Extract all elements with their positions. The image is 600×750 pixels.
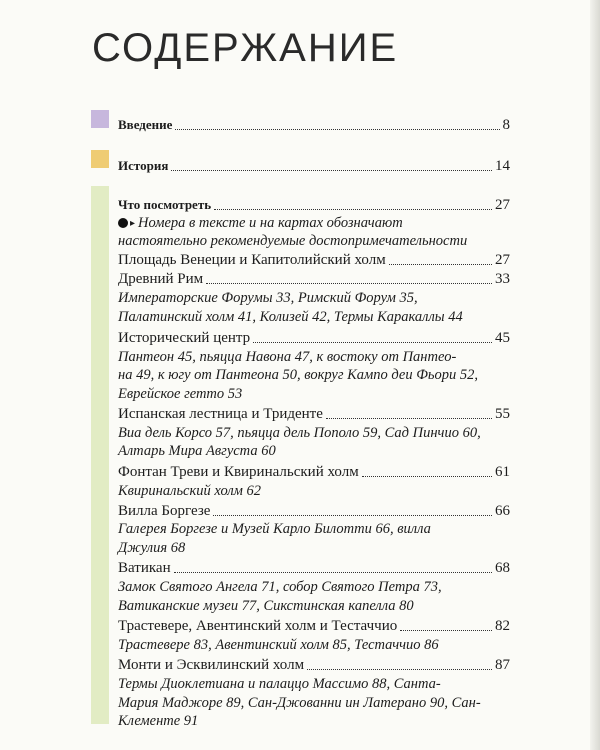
entry-label: Испанская лестница и Триденте: [118, 406, 323, 422]
page-number: 27: [495, 197, 510, 213]
toc-entry[interactable]: [118, 559, 510, 577]
page-number: 27: [495, 252, 510, 268]
section-label: Введение: [118, 117, 173, 132]
leader-dots: [307, 669, 492, 670]
entry-label: Ватикан: [118, 560, 171, 576]
arrow-right-icon: ▸: [130, 217, 136, 229]
toc-entry[interactable]: [118, 329, 510, 347]
entry-subline: на 49, к югу от Пантеона 50, вокруг Кампо деи Фьори 52,: [118, 367, 478, 383]
entry-subline: Палатинский холм 41, Колизей 42, Термы Каракаллы 44: [118, 309, 463, 325]
entry-subline: Пантеон 45, пьяцца Навона 47, к востоку от Пантео-: [118, 349, 457, 365]
toc-entry[interactable]: [118, 502, 510, 520]
page-number: 66: [495, 503, 510, 519]
entry-subline: Галерея Боргезе и Музей Карло Билотти 66, вилла: [118, 521, 431, 537]
leader-dots: [326, 418, 492, 419]
entry-subline: Алтарь Мира Августа 60: [118, 443, 276, 459]
leader-dots: [171, 170, 492, 171]
leader-dots: [362, 476, 492, 477]
toc-entry[interactable]: [118, 656, 510, 674]
entry-subline: Клементе 91: [118, 713, 199, 729]
number-marker-icon: [118, 218, 128, 228]
section-label: Что посмотреть: [118, 197, 212, 212]
intro-color-swatch: [91, 110, 109, 128]
toc-entry[interactable]: [118, 405, 510, 423]
entry-label: Площадь Венеции и Капитолийский холм: [118, 252, 386, 268]
toc-section-intro[interactable]: [118, 116, 510, 134]
leader-dots: [400, 630, 492, 631]
leader-dots: [206, 283, 492, 284]
note-line-2: настоятельно рекомендуемые достопримечательности: [118, 233, 468, 249]
leader-dots: [253, 342, 492, 343]
entry-subline: Квиринальский холм 62: [118, 483, 262, 499]
leader-dots: [213, 515, 492, 516]
toc-section-sights[interactable]: [118, 196, 510, 214]
leader-dots: [174, 572, 492, 573]
entry-label: Древний Рим: [118, 271, 204, 287]
entry-label: Трастевере, Авентинский холм и Тестаччио: [118, 618, 398, 634]
leader-dots: [175, 129, 499, 130]
toc-entry[interactable]: [118, 463, 510, 481]
page-title: СОДЕРЖАНИЕ: [92, 26, 399, 70]
page-number: 14: [495, 158, 510, 174]
entry-subline: Джулия 68: [118, 540, 186, 556]
page-number: 55: [495, 406, 510, 422]
page-number: 68: [495, 560, 510, 576]
page-number: 87: [495, 657, 510, 673]
toc-entry[interactable]: [118, 270, 510, 288]
page-edge: [590, 0, 600, 750]
entry-subline: Императорские Форумы 33, Римский Форум 35,: [118, 290, 418, 306]
entry-subline: Мария Маджоре 89, Сан-Джованни ин Латерано 90, Сан-: [118, 695, 481, 711]
entry-label: Монти и Эсквилинский холм: [118, 657, 305, 673]
page-number: 61: [495, 464, 510, 480]
entry-subline: Еврейское гетто 53: [118, 386, 243, 402]
page-number: 82: [495, 618, 510, 634]
note-line-1: ▸ Номера в тексте и на картах обозначают: [118, 214, 510, 233]
entry-subline: Ватиканские музеи 77, Сикстинская капелла 80: [118, 598, 414, 614]
page-number: 45: [495, 330, 510, 346]
entry-subline: Виа дель Корсо 57, пьяцца дель Пополо 59, Сад Пинчио 60,: [118, 425, 481, 441]
page-number: 33: [495, 271, 510, 287]
entry-subline: Замок Святого Ангела 71, собор Святого Петра 73,: [118, 579, 442, 595]
entry-label: Вилла Боргезе: [118, 503, 211, 519]
toc-section-history[interactable]: [118, 157, 510, 175]
sights-color-bar: [91, 186, 109, 724]
leader-dots: [214, 209, 492, 210]
toc-entry[interactable]: [118, 251, 510, 269]
entry-subline: Термы Диоклетиана и палаццо Массимо 88, Санта-: [118, 676, 441, 692]
leader-dots: [389, 264, 492, 265]
entry-subline: Трастевере 83, Авентинский холм 85, Тестаччио 86: [118, 637, 439, 653]
entry-label: Фонтан Треви и Квиринальский холм: [118, 464, 359, 480]
toc-entry[interactable]: [118, 617, 510, 635]
entry-label: Исторический центр: [118, 330, 251, 346]
section-label: История: [118, 158, 169, 173]
history-color-swatch: [91, 150, 109, 168]
page-number: 8: [502, 117, 510, 133]
